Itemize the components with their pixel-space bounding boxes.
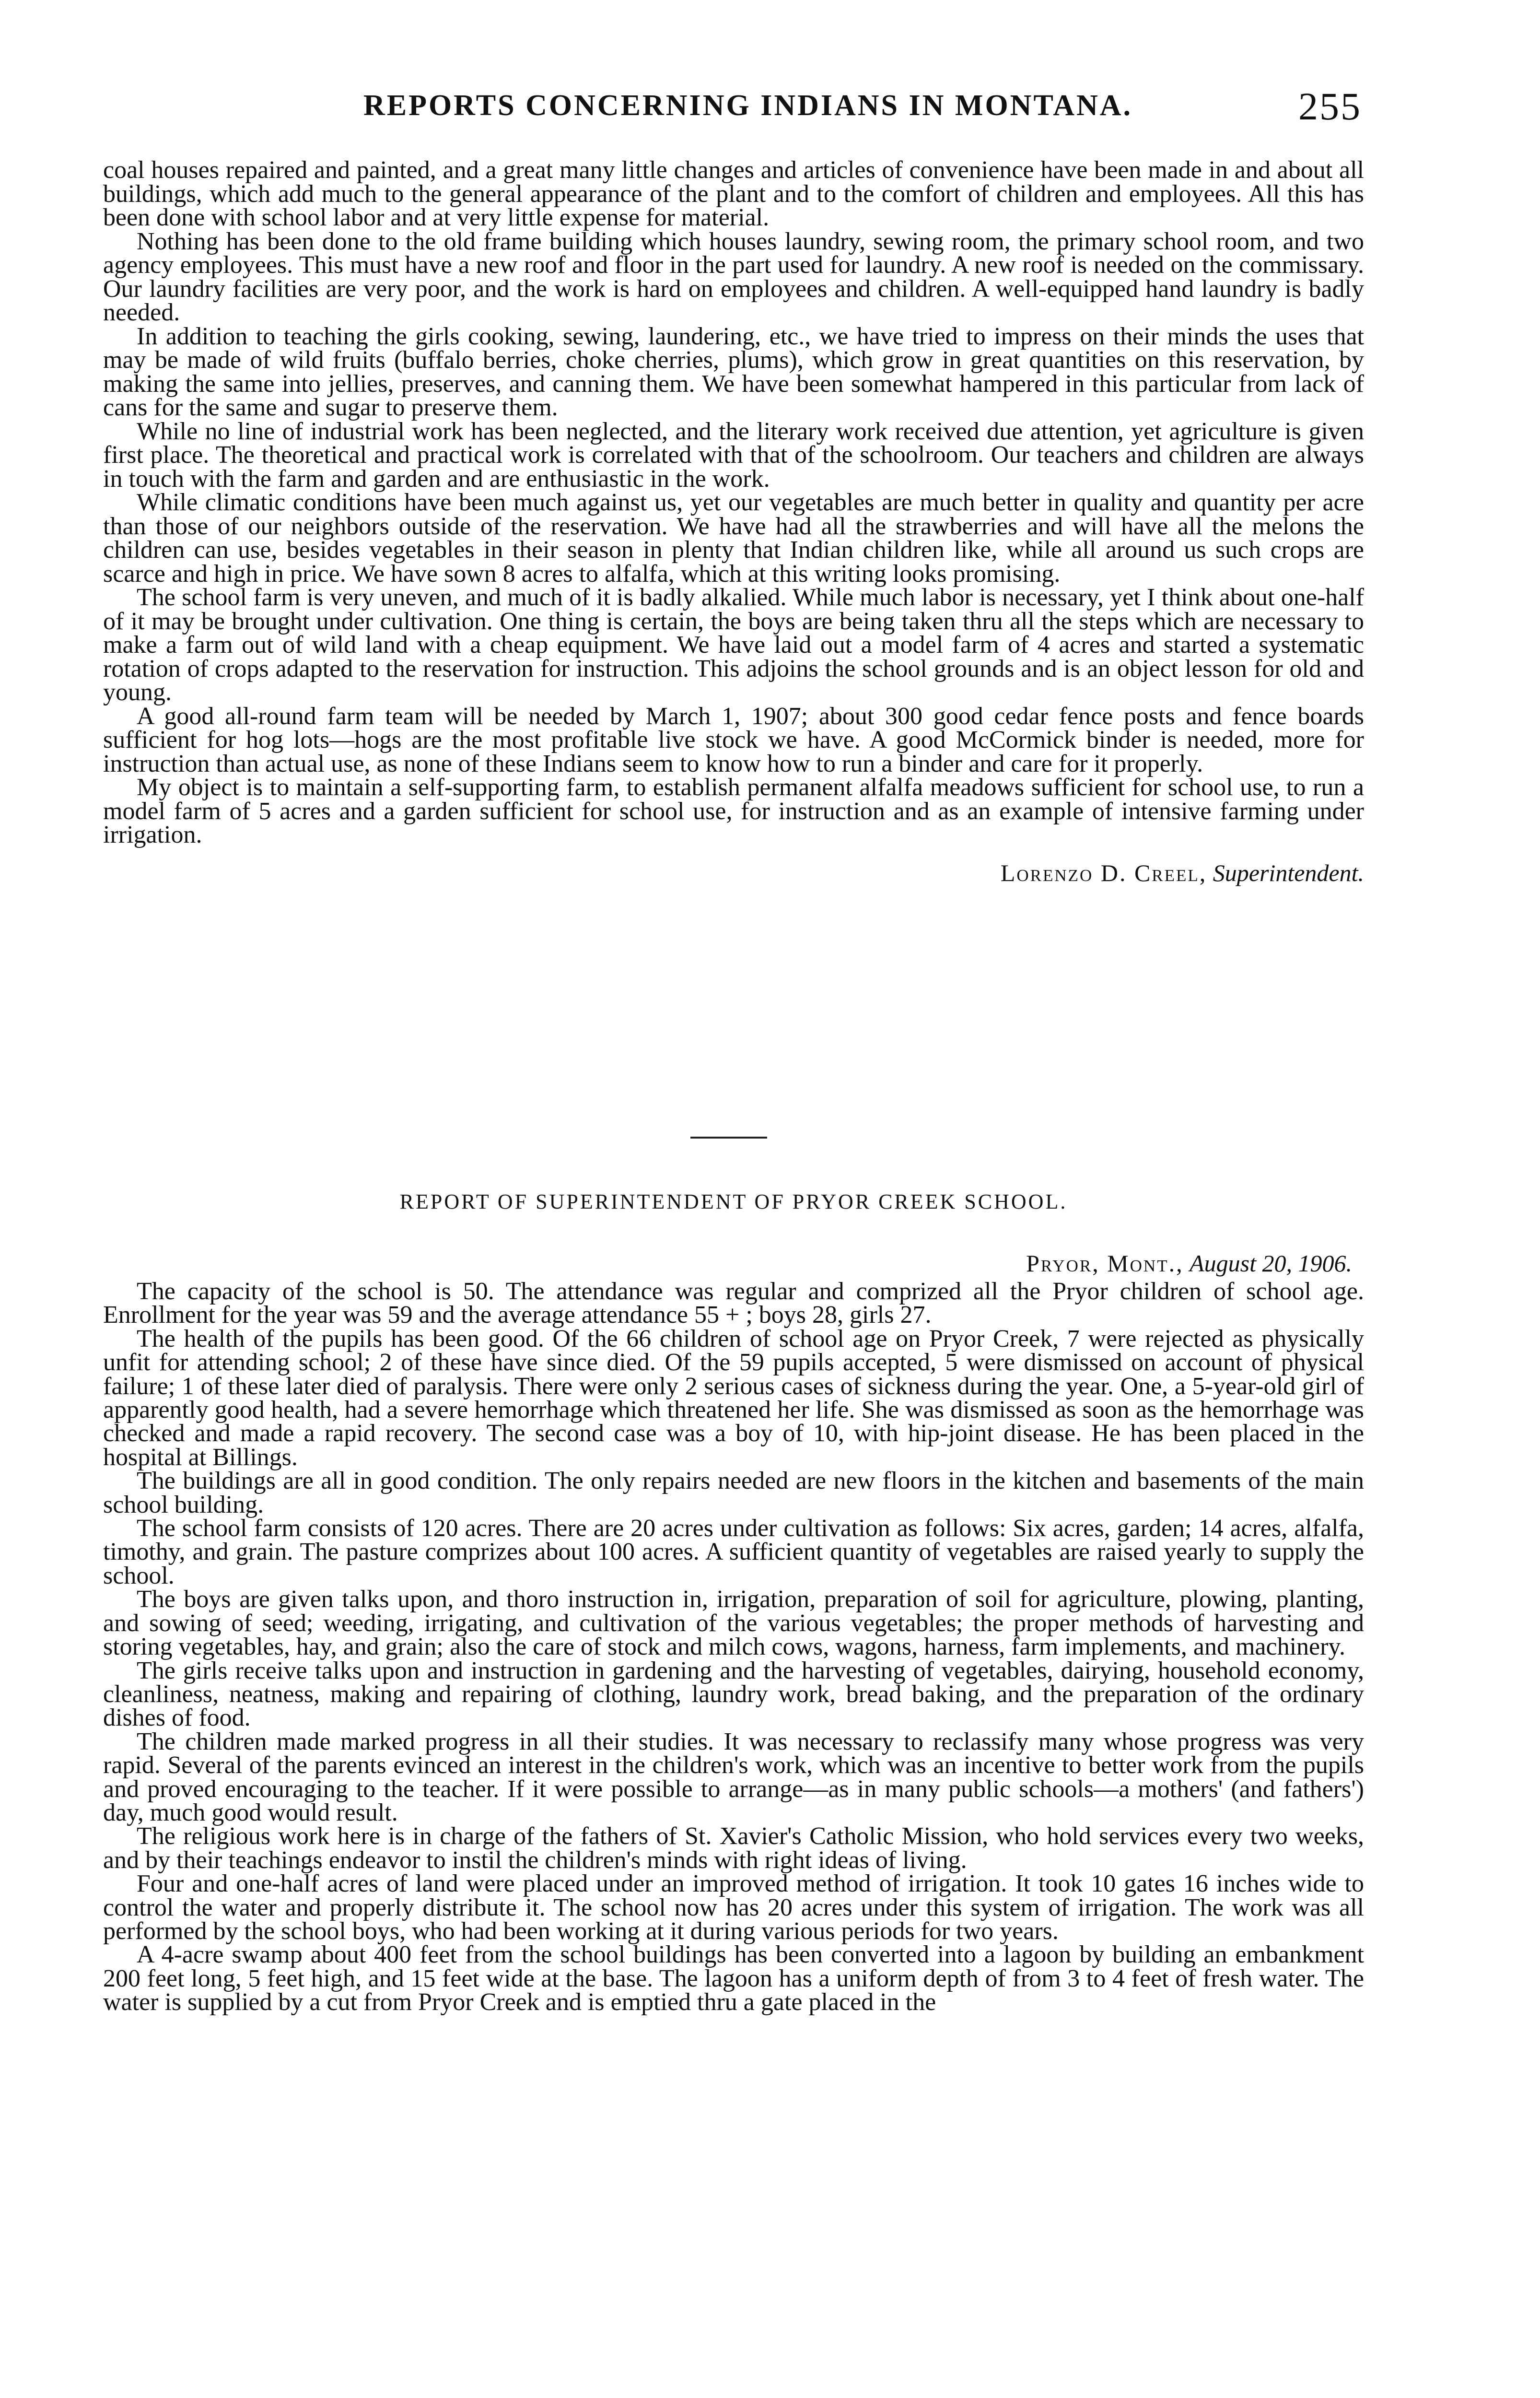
paragraph: The religious work here is in charge of the fathers of St. Xavier's Catholic Mission, who hold services every two weeks, and by their teachings endeavor to instil the children's minds with right ideas of living.	[103, 1822, 1364, 1874]
signature-title: Superintendent.	[1213, 859, 1364, 886]
running-head: REPORTS CONCERNING INDIANS IN MONTANA.	[363, 89, 1133, 122]
paragraph: While no line of industrial work has been neglected, and the literary work received due attention, yet agriculture is given first place. The theoretical and practical work is correlated with that of the schoolroom. Our teachers and children are always in touch with the farm and garden and are enthusiastic in the work.	[103, 417, 1364, 493]
page-header	[105, 84, 1362, 137]
paragraph: The buildings are all in good condition. The only repairs needed are new floors in the kitchen and basements of the main school building.	[103, 1467, 1364, 1518]
paragraph: The school farm is very uneven, and much of it is badly alkalied. While much labor is necessary, yet I think about one-half of it may be brought under cultivation. One thing is certain, the boys are being taken thru all the steps which are necessary to make a farm out of wild land with a cheap equipment. We have laid out a model farm of 4 acres and started a systematic rotation of crops adapted to the reservation for instruction. This adjoins the school grounds and is an object lesson for old and young.	[103, 584, 1364, 706]
section-divider	[690, 1137, 767, 1139]
paragraph: The boys are given talks upon, and thoro instruction in, irrigation, preparation of soil for agriculture, plowing, planting, and sowing of seed; weeding, irrigating, and cultivation of the various vegetables; the proper methods of harvesting and storing vegetables, hay, and grain; also the care of stock and milch cows, wagons, harness, farm implements, and machinery.	[103, 1586, 1364, 1661]
paragraph: The children made marked progress in all their studies. It was necessary to reclassify many whose progress was very rapid. Several of the parents evinced an interest in the children's work, which was an incentive to better work from the pupils and proved encouraging to the teacher. If it were possible to arrange—as in many public schools—a mothers' (and fathers') day, much good would result.	[103, 1728, 1364, 1826]
paragraph: The school farm consists of 120 acres. There are 20 acres under cultivation as follows: Six acres, garden; 14 acres, alfalfa, timothy, and grain. The pasture comprizes about 100 acres. A sufficient quantity of vegetables are raised yearly to supply the school.	[103, 1515, 1364, 1589]
paragraph: The capacity of the school is 50. The attendance was regular and comprized all the Pryor children of school age. Enrollment for the year was 59 and the average attendance 55 + ; boys 28, girls 27.	[103, 1278, 1364, 1329]
creel-report-continuation	[103, 158, 1364, 892]
report-title: REPORT OF SUPERINTENDENT OF PRYOR CREEK SCHOOL.	[399, 1190, 1068, 1213]
pryor-creek-report	[103, 1280, 1364, 2014]
paragraph: Four and one-half acres of land were placed under an improved method of irrigation. It took 10 gates 16 inches wide to control the water and properly distribute it. The school now has 20 acres under this system of irrigation. The work was all performed by the school boys, who had been working at it during various periods for two years.	[103, 1870, 1364, 1945]
paragraph: While climatic conditions have been much against us, yet our vegetables are much better in quality and quantity per acre than those of our neighbors outside of the reservation. We have had all the strawberries and will have all the melons the children can use, besides vegetables in their season in plenty that Indian children like, while all around us such crops are scarce and high in price. We have sown 8 acres to alfalfa, which at this writing looks promising.	[103, 489, 1364, 588]
paragraph: My object is to maintain a self-supporting farm, to establish permanent alfalfa meadows sufficient for school use, to run a model farm of 5 acres and a garden sufficient for school use, for instruction and as an example of intensive farming under irrigation.	[103, 774, 1364, 848]
dateline-date: August 20, 1906.	[1190, 1250, 1352, 1277]
paragraph: A good all-round farm team will be needed by March 1, 1907; about 300 good cedar fence posts and fence boards sufficient for hog lots—hogs are the most profitable live stock we have. A good McCormick binder is needed, more for instruction than actual use, as none of these Indians seem to know how to run a binder and care for it properly.	[103, 702, 1364, 777]
signature	[103, 854, 1364, 892]
paragraph: coal houses repaired and painted, and a great many little changes and articles of convenience have been made in and about all buildings, which add much to the general appearance of the plant and to the comfort of children and employees. All this has been done with school labor and at very little expense for material.	[103, 156, 1364, 231]
signature-name: Lorenzo D. Creel,	[1000, 859, 1207, 886]
page-number: 255	[1298, 84, 1362, 128]
dateline	[103, 1249, 1352, 1277]
paragraph: A 4-acre swamp about 400 feet from the school buildings has been converted into a lagoon by building an embankment 200 feet long, 5 feet high, and 15 feet wide at the base. The lagoon has a uniform depth of from 3 to 4 feet of fresh water. The water is supplied by a cut from Pryor Creek and is emptied thru a gate placed in the	[103, 1941, 1364, 2016]
paragraph: The girls receive talks upon and instruction in gardening and the harvesting of vegetables, dairying, household economy, cleanliness, neatness, making and repairing of clothing, laundry work, bread baking, and the preparation of the ordinary dishes of food.	[103, 1657, 1364, 1732]
paragraph: Nothing has been done to the old frame building which houses laundry, sewing room, the primary school room, and two agency employees. This must have a new roof and floor in the part used for laundry. A new roof is needed on the commissary. Our laundry facilities are very poor, and the work is hard on employees and children. A well-equipped hand laundry is badly needed.	[103, 227, 1364, 326]
paragraph: In addition to teaching the girls cooking, sewing, laundering, etc., we have tried to impress on their minds the uses that may be made of wild fruits (buffalo berries, choke cherries, plums), which grow in great quantities on this reservation, by making the same into jellies, preserves, and canning them. We have been somewhat hampered in this particular from lack of cans for the same and sugar to preserve them.	[103, 322, 1364, 421]
paragraph: The health of the pupils has been good. Of the 66 children of school age on Pryor Creek, 7 were rejected as physically unfit for attending school; 2 of these have since died. Of the 59 pupils accepted, 5 were dismissed on account of physical failure; 1 of these later died of paralysis. There were only 2 serious cases of sickness during the year. One, a 5-year-old girl of apparently good health, had a severe hemorrhage which threatened her life. She was dismissed as soon as the hemorrhage was checked and made a rapid recovery. The second case was a boy of 10, with hip-joint disease. He has been placed in the hospital at Billings.	[103, 1325, 1364, 1471]
dateline-place: Pryor, Mont.,	[1026, 1250, 1184, 1277]
